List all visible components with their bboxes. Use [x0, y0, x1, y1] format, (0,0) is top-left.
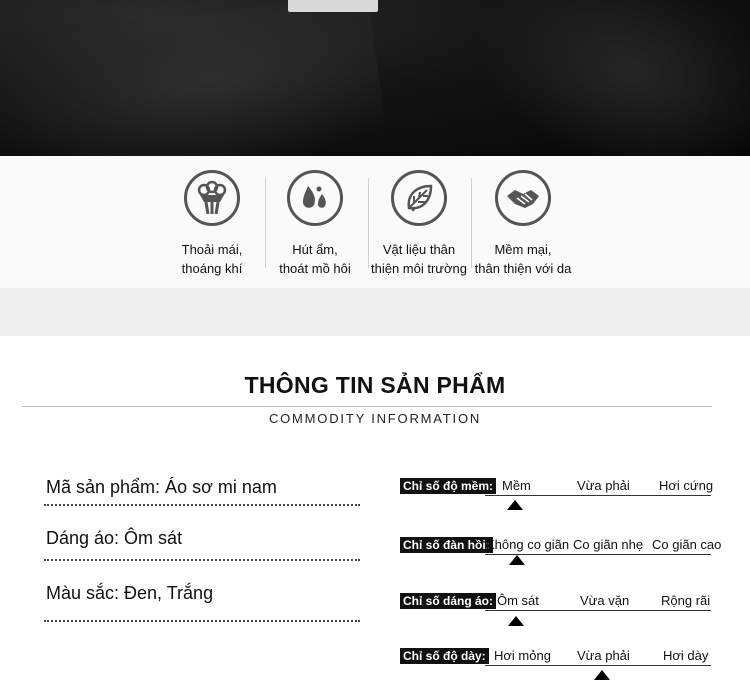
- index-option: Mềm: [502, 478, 531, 493]
- index-option: Hơi cứng: [659, 478, 714, 493]
- section-subtitle: COMMODITY INFORMATION: [268, 411, 482, 426]
- title-rule: [22, 406, 712, 407]
- index-option: Hơi dày: [663, 648, 709, 663]
- fabric-fold: [447, 0, 750, 156]
- index-option: Vừa phải: [577, 478, 630, 493]
- index-option: Vừa phải: [577, 648, 630, 663]
- index-label: Chỉ số độ mềm:: [400, 478, 496, 494]
- cotton-icon: [184, 170, 240, 226]
- feature-label: Mềm mại,: [494, 242, 552, 257]
- feature-eco: [367, 170, 471, 290]
- index-option: Hơi mỏng: [494, 648, 551, 663]
- dotted-rule: [44, 504, 360, 506]
- feature-label: Thoải mái,: [181, 242, 243, 257]
- index-line: [485, 665, 711, 666]
- info-product-code: Mã sản phẩm: Áo sơ mi nam: [46, 477, 277, 497]
- product-photo: [0, 0, 750, 156]
- leaf-icon: [391, 170, 447, 226]
- feature-strip: [0, 156, 750, 288]
- index-marker: [507, 500, 523, 510]
- dotted-rule: [44, 620, 360, 622]
- index-label: Chỉ số dáng áo:: [400, 593, 496, 609]
- fabric-fold: [0, 0, 389, 156]
- index-option: Vừa vặn: [580, 593, 630, 608]
- index-option: Rộng rãi: [661, 593, 711, 608]
- index-line: [485, 495, 711, 496]
- index-label: Chỉ số độ dày:: [400, 648, 489, 664]
- feature-breathable: [160, 170, 264, 290]
- section-separator: [0, 288, 750, 336]
- info-fit: Dáng áo: Ôm sát: [46, 528, 183, 548]
- handshake-icon: [495, 170, 551, 226]
- dotted-rule: [44, 559, 360, 561]
- feature-moisture: [263, 170, 367, 290]
- garment-tag: [288, 0, 378, 12]
- feature-skin-friendly: [471, 170, 575, 290]
- info-colors: Màu sắc: Đen, Trắng: [46, 583, 214, 603]
- feature-label: thoát mồ hôi: [279, 261, 351, 276]
- feature-label: Hút ẩm,: [292, 242, 338, 257]
- index-marker: [594, 670, 610, 680]
- index-marker: [508, 616, 524, 626]
- index-option: Co giãn nhẹ: [573, 537, 644, 552]
- section-title: THÔNG TIN SẢN PHẨM: [244, 372, 506, 398]
- feature-label: thoáng khí: [181, 261, 243, 276]
- feature-label: thiện môi trường: [371, 261, 467, 276]
- index-option: Ôm sát: [497, 593, 539, 608]
- index-marker: [509, 555, 525, 565]
- feature-label: Vật liệu thân: [382, 242, 456, 257]
- water-drops-icon: [287, 170, 343, 226]
- feature-label: thân thiện với da: [474, 261, 572, 276]
- index-option: Không co giãn: [486, 537, 570, 552]
- index-option: Co giãn cao: [652, 537, 722, 552]
- index-label: Chỉ số đàn hồi:: [400, 537, 493, 553]
- index-line: [485, 610, 711, 611]
